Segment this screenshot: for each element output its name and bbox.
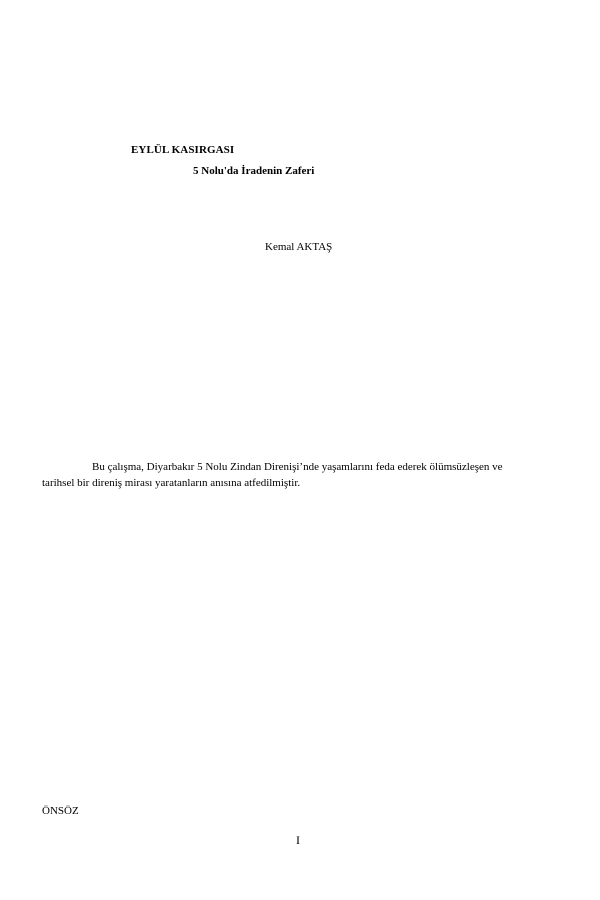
book-subtitle: 5 Nolu'da İradenin Zaferi [193, 165, 315, 177]
author-name: Kemal AKTAŞ [265, 241, 333, 253]
dedication-line-2: tarihsel bir direniş mirası yaratanların anısına atfedilmiştir. [42, 477, 301, 489]
dedication-line-1: Bu çalışma, Diyarbakır 5 Nolu Zindan Direnişi’nde yaşamlarını feda ederek ölümsüzleşen ve [92, 461, 503, 473]
section-heading-preface: ÖNSÖZ [42, 805, 79, 817]
dedication-paragraph [42, 459, 562, 491]
book-title: EYLÜL KASIRGASI [131, 144, 235, 156]
page-number: I [296, 833, 300, 847]
